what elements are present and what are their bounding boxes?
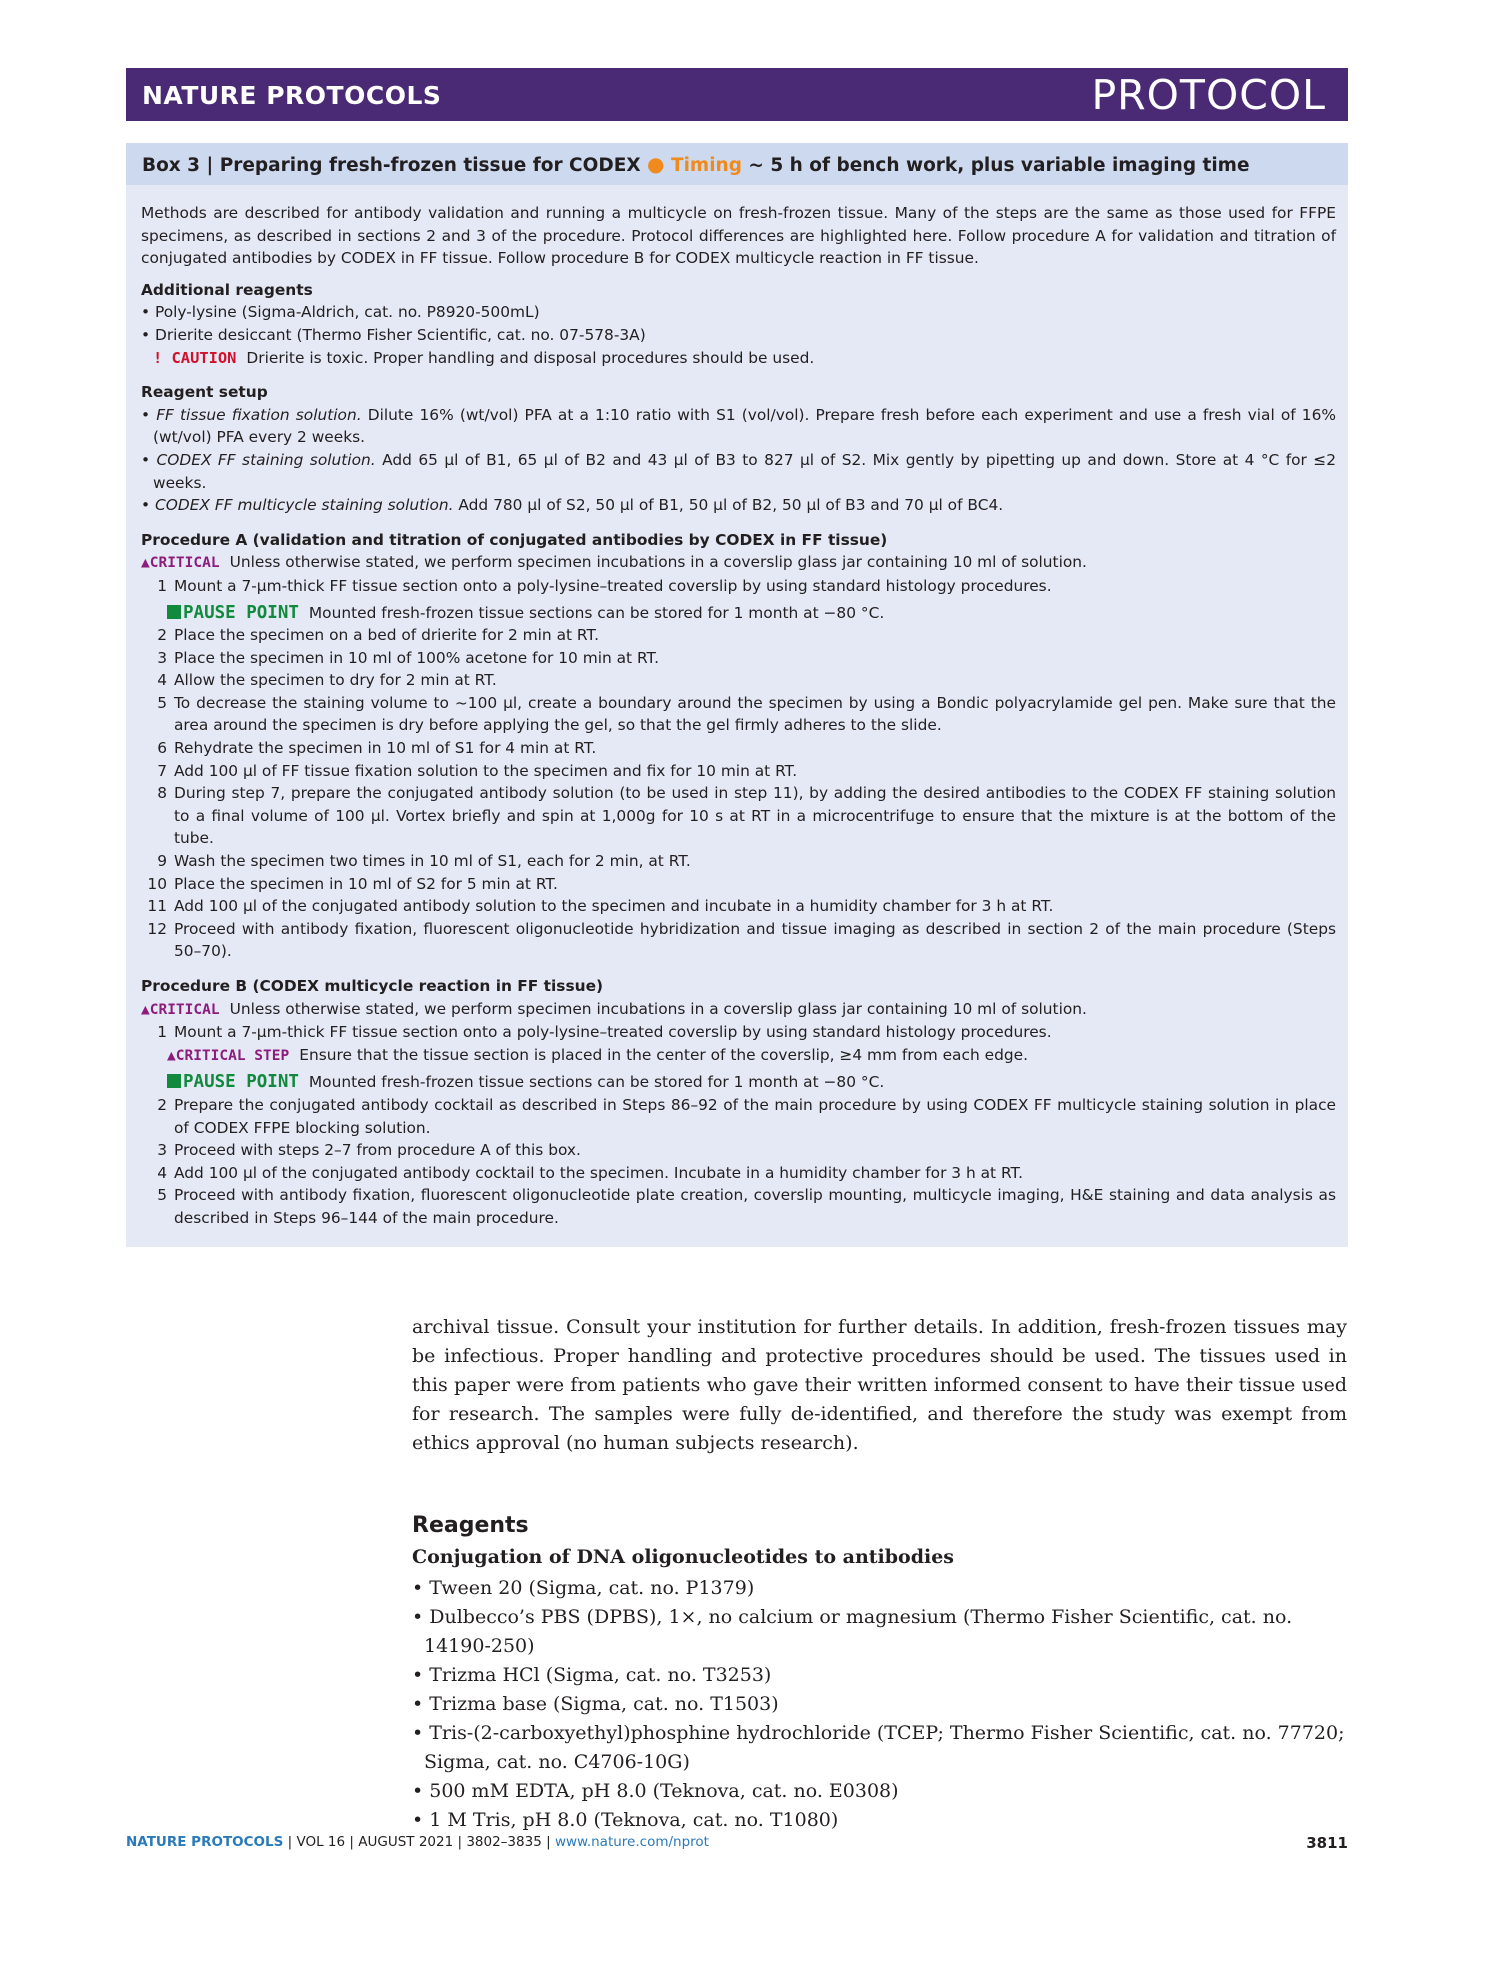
journal-header bbox=[126, 68, 1348, 121]
procedure-a-step: 8 During step 7, prepare the conjugated antibody solution (to be used in step 11), by adding the desired antibodies to the CODEX FF staining solution to a final volume of 100 µl. Vortex briefly and spin at 1,000g for 10 s at RT in a microcentrifuge to ensure that the mixture is at the bottom of the tube. bbox=[157, 784, 1336, 848]
box-intro: Methods are described for antibody validation and running a multicycle on fresh-frozen tissue. Many of the steps are the same as those used for FFPE specimens, as described in sections 2 and 3 of the procedure. Protocol differences are highlighted here. Follow procedure A for validation and titration of conjugated antibodies by CODEX in FF tissue. Follow procedure B for CODEX multicycle reaction in FF tissue. bbox=[141, 204, 1336, 268]
pause-square-icon bbox=[167, 1074, 181, 1088]
list-item: • Trizma base (Sigma, cat. no. T1503) bbox=[412, 1693, 779, 1715]
timing-label: Timing bbox=[670, 155, 742, 176]
procedure-b-heading: Procedure B (CODEX multicycle reaction in FF tissue) bbox=[141, 977, 604, 995]
footer-pages: 3802–3835 bbox=[466, 1834, 542, 1850]
timing-dot-icon: ● bbox=[647, 152, 665, 176]
procedure-b-step: 4 Add 100 µl of the conjugated antibody cocktail to the specimen. Incubate in a humidity chamber for 3 h at RT. bbox=[157, 1163, 1024, 1182]
pause-square-icon bbox=[167, 605, 181, 619]
procedure-a-critical: ▲CRITICAL Unless otherwise stated, we perform specimen incubations in a coverslip glass jar containing 10 ml of solution. bbox=[141, 553, 1087, 572]
list-item: • Dulbecco’s PBS (DPBS), 1×, no calcium or magnesium (Thermo Fisher Scientific, cat. no. 14190-250) bbox=[412, 1606, 1293, 1657]
body-paragraph: archival tissue. Consult your institution for further details. In addition, fresh-frozen tissues may be infectious. Proper handling and protective procedures should be used. The tissues used in this paper were from patients who gave their written informed consent to have their tissue used for research. The samples were fully de-identified, and therefore the study was exempt from ethics approval (no human subjects research). bbox=[412, 1316, 1347, 1454]
reagent-item: • Drierite desiccant (Thermo Fisher Scientific, cat. no. 07-578-3A) bbox=[141, 325, 646, 344]
footer-url-link[interactable]: www.nature.com/nprot bbox=[554, 1834, 709, 1850]
procedure-a-step: 2 Place the specimen on a bed of drierite for 2 min at RT. bbox=[157, 626, 599, 645]
journal-name: NATURE PROTOCOLS bbox=[142, 81, 442, 110]
procedure-b-critical: ▲CRITICAL Unless otherwise stated, we perform specimen incubations in a coverslip glass jar containing 10 ml of solution. bbox=[141, 999, 1087, 1018]
caution-label: ! CAUTION bbox=[153, 348, 237, 367]
box-title-text: Box 3 | Preparing fresh-frozen tissue for CODEX bbox=[142, 155, 648, 176]
list-item: • 500 mM EDTA, pH 8.0 (Teknova, cat. no. E0308) bbox=[412, 1780, 899, 1802]
critical-label: ▲CRITICAL bbox=[141, 1001, 220, 1018]
box-body bbox=[141, 202, 1336, 1230]
caution-note bbox=[141, 347, 1336, 370]
procedure-a-step: 7 Add 100 µl of FF tissue fixation solution to the specimen and fix for 10 min at RT. bbox=[157, 761, 798, 780]
reagent-setup-heading: Reagent setup bbox=[141, 383, 268, 402]
page-number: 3811 bbox=[1306, 1834, 1348, 1852]
box-3 bbox=[126, 143, 1348, 1247]
procedure-a-step: 1 Mount a 7-µm-thick FF tissue section onto a poly-lysine–treated coverslip by using standard histology procedures. bbox=[157, 576, 1052, 595]
reagent-setup-item: • FF tissue fixation solution. Dilute 16% (wt/vol) PFA at a 1:10 ratio with S1 (vol/vol). Prepare fresh before each experiment and use a fresh vial of 16% (wt/vol) PFA every 2 weeks. bbox=[141, 405, 1336, 447]
list-item: • Tris-(2-carboxyethyl)phosphine hydrochloride (TCEP; Thermo Fisher Scientific, cat. no. 77720; Sigma, cat. no. C4706-10G) bbox=[412, 1722, 1345, 1773]
list-item: • Tween 20 (Sigma, cat. no. P1379) bbox=[412, 1577, 755, 1599]
reagent-setup-item: • CODEX FF multicycle staining solution. Add 780 µl of S2, 50 µl of B1, 50 µl of B2, 50 µl of B3 and 70 µl of BC4. bbox=[141, 496, 1004, 515]
procedure-b-critical-step: ▲CRITICAL STEP Ensure that the tissue section is placed in the center of the coverslip, ≥4 mm from each edge. bbox=[167, 1045, 1028, 1064]
reagents-list bbox=[412, 1574, 1347, 1835]
procedure-b-pause-point: PAUSE POINT Mounted fresh-frozen tissue sections can be stored for 1 month at −80 °C. bbox=[141, 1071, 1336, 1094]
box-title bbox=[126, 143, 1348, 185]
procedure-b-step: 3 Proceed with steps 2–7 from procedure A of this box. bbox=[157, 1141, 581, 1160]
pause-point-label: PAUSE POINT bbox=[167, 1072, 299, 1092]
critical-label: ▲CRITICAL bbox=[141, 555, 220, 572]
additional-reagents-heading: Additional reagents bbox=[141, 280, 313, 299]
footer-volume: VOL 16 bbox=[296, 1834, 346, 1850]
timing-value: ~ 5 h of bench work, plus variable imaging time bbox=[741, 155, 1250, 176]
reagents-heading: Reagents bbox=[412, 1513, 529, 1538]
procedure-a-step: 12 Proceed with antibody fixation, fluorescent oligonucleotide hybridization and tissue imaging as described in section 2 of the main procedure (Steps 50–70). bbox=[147, 919, 1336, 961]
procedure-a-step: 10 Place the specimen in 10 ml of S2 for 5 min at RT. bbox=[147, 874, 558, 893]
reagent-item: • Poly-lysine (Sigma-Aldrich, cat. no. P8920-500mL) bbox=[141, 303, 540, 322]
list-item: • 1 M Tris, pH 8.0 (Teknova, cat. no. T1080) bbox=[412, 1809, 839, 1831]
conjugation-subheading: Conjugation of DNA oligonucleotides to antibodies bbox=[412, 1546, 955, 1568]
article-type: PROTOCOL bbox=[1091, 71, 1326, 119]
pause-point-label: PAUSE POINT bbox=[167, 603, 299, 623]
footer-date: AUGUST 2021 bbox=[358, 1834, 454, 1850]
caution-text: Drierite is toxic. Proper handling and disposal procedures should be used. bbox=[246, 348, 815, 367]
procedure-a-step: 5 To decrease the staining volume to ~100 µl, create a boundary around the specimen by using a Bondic polyacrylamide gel pen. Make sure that the area around the specimen is dry before applying the gel, so that the gel firmly adheres to the slide. bbox=[157, 693, 1336, 735]
procedure-b-step: 5 Proceed with antibody fixation, fluorescent oligonucleotide plate creation, coverslip mounting, multicycle imaging, H&E staining and data analysis as described in Steps 96–144 of the main procedure. bbox=[157, 1186, 1336, 1227]
critical-step-label: ▲CRITICAL STEP bbox=[167, 1047, 290, 1064]
page-footer: NATURE PROTOCOLS | VOL 16 | AUGUST 2021 | 3802–3835 | www.nature.com/nprot 3811 bbox=[126, 1834, 1348, 1852]
list-item: • Trizma HCl (Sigma, cat. no. T3253) bbox=[412, 1664, 772, 1686]
procedure-a-heading: Procedure A (validation and titration of conjugated antibodies by CODEX in FF tissue) bbox=[141, 530, 888, 549]
procedure-b-step: 2 Prepare the conjugated antibody cocktail as described in Steps 86–92 of the main procedure by using CODEX FF multicycle staining solution in place of CODEX FFPE blocking solution. bbox=[157, 1095, 1336, 1137]
procedure-a-pause-point: PAUSE POINT Mounted fresh-frozen tissue sections can be stored for 1 month at −80 °C. bbox=[141, 602, 1336, 625]
reagent-setup-item: • CODEX FF staining solution. Add 65 µl of B1, 65 µl of B2 and 43 µl of B3 to 827 µl of S2. Mix gently by pipetting up and down. Store at 4 °C for ≤2 weeks. bbox=[141, 450, 1336, 492]
procedure-a-step: 9 Wash the specimen two times in 10 ml of S1, each for 2 min, at RT. bbox=[157, 852, 691, 871]
procedure-a-step: 4 Allow the specimen to dry for 2 min at RT. bbox=[157, 671, 497, 690]
procedure-a-step: 3 Place the specimen in 10 ml of 100% acetone for 10 min at RT. bbox=[157, 648, 660, 667]
footer-journal: NATURE PROTOCOLS bbox=[126, 1834, 284, 1850]
procedure-a-step: 11 Add 100 µl of the conjugated antibody solution to the specimen and incubate in a humidity chamber for 3 h at RT. bbox=[147, 897, 1054, 916]
procedure-b-step: 1 Mount a 7-µm-thick FF tissue section onto a poly-lysine–treated coverslip by using standard histology procedures. bbox=[157, 1023, 1052, 1042]
procedure-a-step: 6 Rehydrate the specimen in 10 ml of S1 for 4 min at RT. bbox=[157, 739, 597, 758]
